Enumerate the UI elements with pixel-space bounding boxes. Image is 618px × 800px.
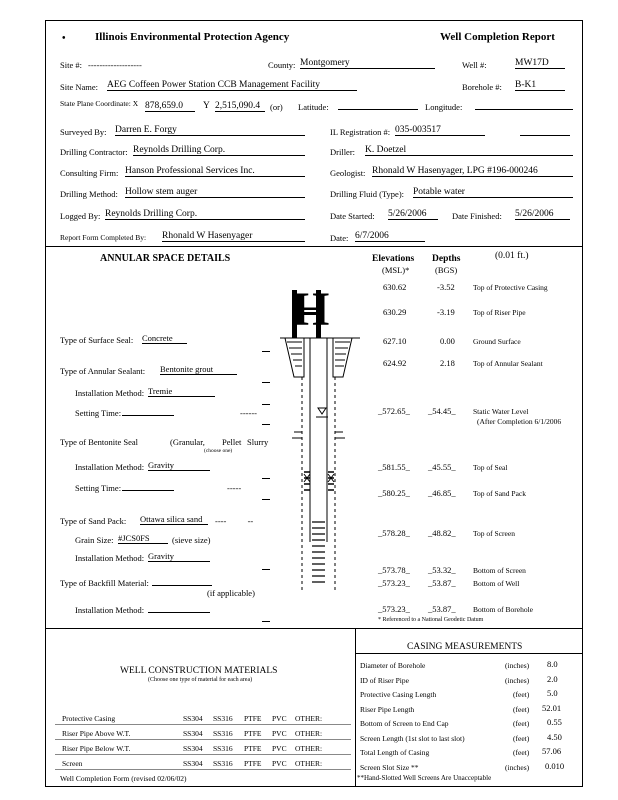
install-method-3-label: Installation Method: (75, 553, 145, 563)
longitude-field[interactable] (475, 100, 573, 110)
casing-row-5-unit: (feet) (513, 734, 530, 743)
casing-row-1-label: ID of Riser Pipe (360, 676, 409, 685)
elev-row-10: _573.23_ (378, 604, 410, 614)
install-method-3-tail (262, 560, 270, 570)
material-row-1-opt-0[interactable]: SS304 (183, 729, 203, 738)
driller-value[interactable]: K. Doetzel (365, 145, 573, 156)
material-row-2-opt-4[interactable]: OTHER: (295, 744, 323, 753)
il-reg-value[interactable]: 035-003517 (395, 125, 485, 136)
elevations-header: Elevations (372, 254, 415, 264)
elev-row-7: _578.28_ (378, 528, 410, 538)
geologist-label: Geologist: (330, 168, 366, 178)
depth-row-5: _45.55_ (428, 462, 456, 472)
drilling-fluid-value[interactable]: Potable water (413, 187, 573, 198)
county-value[interactable]: Montgomery (300, 58, 435, 69)
drilling-method-label: Drilling Method: (60, 189, 118, 199)
setting-time-2-value[interactable] (122, 481, 174, 491)
consulting-firm-value[interactable]: Hanson Professional Services Inc. (125, 166, 305, 177)
install-method-1-tail (262, 395, 270, 405)
annular-sealant-tail (262, 373, 270, 383)
elev-row-8: _573.78_ (378, 565, 410, 575)
setting-time-2-label: Setting Time: (75, 483, 122, 493)
borehole-label: Borehole #: (462, 82, 502, 92)
well-no-label: Well #: (462, 60, 487, 70)
install-method-1-value[interactable]: Tremie (148, 386, 215, 397)
depth-row-1: -3.19 (437, 307, 455, 317)
date-finished-label: Date Finished: (452, 211, 502, 221)
material-row-2-opt-0[interactable]: SS304 (183, 744, 203, 753)
material-row-0-opt-2[interactable]: PTFE (244, 714, 262, 723)
consulting-firm-label: Consulting Firm: (60, 168, 119, 178)
elev-row-3: 624.92 (383, 358, 407, 368)
depth-row-3: 2.18 (440, 358, 455, 368)
install-method-2-label: Installation Method: (75, 462, 145, 472)
il-reg-extra[interactable] (520, 126, 570, 136)
label-row-10: Bottom of Borehole (473, 605, 533, 614)
casing-row-7-unit: (inches) (505, 763, 530, 772)
granular-option[interactable]: (Granular, (170, 437, 205, 447)
material-row-3-opt-1[interactable]: SS316 (213, 759, 233, 768)
annular-sealant-label: Type of Annular Sealant: (60, 366, 146, 376)
report-title: Well Completion Report (440, 31, 555, 43)
screen-section (312, 522, 325, 582)
datum-note: * Referenced to a National Geodetic Datum (378, 617, 484, 623)
material-row-1-opt-1[interactable]: SS316 (213, 729, 233, 738)
material-row-sep-0 (55, 724, 351, 725)
surface-seal-label: Type of Surface Seal: (60, 335, 134, 345)
install-method-2-value[interactable]: Gravity (148, 460, 210, 471)
material-row-sep-2 (55, 754, 351, 755)
material-row-3-opt-4[interactable]: OTHER: (295, 759, 323, 768)
casing-row-2-label: Protective Casing Length (360, 690, 437, 699)
material-row-2-opt-3[interactable]: PVC (272, 744, 287, 753)
depths-header: Depths (432, 254, 461, 264)
casing-row-3-label: Riser Pipe Length (360, 705, 415, 714)
grain-size-value[interactable]: #JCS0FS (118, 533, 168, 544)
site-name-value[interactable]: AEG Coffeen Power Station CCB Management Facility (107, 80, 357, 91)
material-row-0-opt-4[interactable]: OTHER: (295, 714, 323, 723)
header-divider (45, 246, 583, 247)
install-method-4-value[interactable] (148, 603, 210, 613)
install-method-4-tail (262, 612, 270, 622)
depth-row-8: _53.32_ (428, 565, 456, 575)
bentonite-label: Type of Bentonite Seal (60, 437, 139, 447)
x-value[interactable]: 878,659.0 (145, 101, 195, 112)
material-row-3-opt-2[interactable]: PTFE (244, 759, 262, 768)
depth-row-6: _46.85_ (428, 488, 456, 498)
label-row-1: Top of Riser Pipe (473, 308, 526, 317)
install-method-2-tail (262, 469, 270, 479)
agency-title: Illinois Environmental Protection Agency (95, 31, 290, 43)
site-no-label: Site #: (60, 60, 82, 70)
casing-row-0-value: 8.0 (547, 659, 558, 669)
date-started-value[interactable]: 5/26/2006 (388, 209, 438, 220)
materials-subtitle: (Choose one type of material for each area) (148, 677, 253, 683)
casing-row-0-label: Diameter of Borehole (360, 661, 426, 670)
depth-row-0: -3.52 (437, 282, 455, 292)
material-row-0-opt-0[interactable]: SS304 (183, 714, 203, 723)
annular-title: ANNULAR SPACE DETAILS (100, 253, 231, 264)
material-row-3-label: Screen (62, 759, 83, 768)
casing-note: **Hand-Slotted Well Screens Are Unacceptable (357, 774, 492, 782)
surface-seal-tail (262, 342, 270, 352)
setting-time-1-label: Setting Time: (75, 408, 122, 418)
material-row-0-opt-3[interactable]: PVC (272, 714, 287, 723)
longitude-label: Longitude: (425, 102, 463, 112)
casing-h-mark: H (292, 283, 330, 336)
label-row-4: Static Water Level (473, 407, 529, 416)
casing-row-4-unit: (feet) (513, 719, 530, 728)
drilling-contractor-label: Drilling Contractor: (60, 147, 128, 157)
label-row-5: Top of Seal (473, 463, 508, 472)
setting-time-1-dashes: ------ (240, 408, 257, 418)
elev-row-2: 627.10 (383, 336, 407, 346)
install-method-4-label: Installation Method: (75, 605, 145, 615)
casing-row-2-value: 5.0 (547, 688, 558, 698)
water-level-icon (318, 408, 326, 414)
backfill-label: Type of Backfill Material: (60, 578, 149, 588)
sand-pack-hatch (304, 472, 334, 490)
report-completed-label: Report Form Completed By: (60, 233, 147, 242)
surface-seal-value[interactable]: Concrete (142, 333, 187, 344)
vertical-divider (355, 628, 356, 787)
depth-row-9: _53.87_ (428, 578, 456, 588)
drilling-method-value[interactable]: Hollow stem auger (125, 187, 305, 198)
concrete-pad-right (333, 338, 352, 377)
material-row-sep-3 (55, 769, 351, 770)
label-row-9: Bottom of Well (473, 579, 520, 588)
material-row-1-opt-4[interactable]: OTHER: (295, 729, 323, 738)
logged-by-label: Logged By: (60, 211, 101, 221)
label-row-7: Top of Screen (473, 529, 515, 538)
install-method-3-value[interactable]: Gravity (148, 551, 210, 562)
offset-note: (0.01 ft.) (495, 251, 529, 261)
site-name-label: Site Name: (60, 82, 99, 92)
casing-row-7-value: 0.010 (545, 761, 565, 771)
label-row-6: Top of Sand Pack (473, 489, 527, 498)
y-value[interactable]: 2,515,090.4 (215, 101, 265, 112)
sand-pack-dashes: ---- -- (215, 516, 254, 526)
materials-title: WELL CONSTRUCTION MATERIALS (120, 666, 278, 676)
seal-marks (292, 432, 345, 438)
concrete-pad-left (285, 338, 304, 377)
depth-row-4: _54.45_ (428, 406, 456, 416)
material-row-1-opt-3[interactable]: PVC (272, 729, 287, 738)
casing-title-underline (356, 653, 583, 654)
grain-size-label: Grain Size: (75, 535, 114, 545)
sand-pack-label: Type of Sand Pack: (60, 516, 127, 526)
depth-row-2: 0.00 (440, 336, 455, 346)
sand-pack-value[interactable]: Ottawa silica sand (140, 514, 208, 525)
casing-row-6-label: Total Length of Casing (360, 748, 430, 757)
sieve-size-note: (sieve size) (172, 535, 211, 545)
latitude-label: Latitude: (298, 102, 329, 112)
label-row-3: Top of Annular Sealant (473, 359, 543, 368)
surveyed-by-label: Surveyed By: (60, 127, 107, 137)
slurry-option[interactable]: Slurry (247, 437, 269, 447)
casing-row-1-value: 2.0 (547, 674, 558, 684)
casing-row-5-value: 4.50 (547, 732, 562, 742)
date-label: Date: (330, 233, 349, 243)
latitude-field[interactable] (338, 100, 418, 110)
site-no-value[interactable]: ------------------- (88, 60, 142, 70)
date-started-label: Date Started: (330, 211, 375, 221)
casing-row-6-value: 57.06 (542, 746, 562, 756)
casing-row-5-label: Screen Length (1st slot to last slot) (360, 734, 465, 743)
middle-divider (45, 628, 583, 629)
county-label: County: (268, 60, 296, 70)
casing-row-4-value: 0.55 (547, 717, 562, 727)
bullet: • (62, 33, 66, 44)
material-row-2-opt-2[interactable]: PTFE (244, 744, 262, 753)
label-row-2: Ground Surface (473, 337, 521, 346)
casing-row-1-unit: (inches) (505, 676, 530, 685)
casing-row-2-unit: (feet) (513, 690, 530, 699)
material-row-3-opt-3[interactable]: PVC (272, 759, 287, 768)
choose-one-note: (choose one) (204, 448, 233, 454)
drilling-contractor-value[interactable]: Reynolds Drilling Corp. (133, 145, 305, 156)
setting-time-2-tail (262, 490, 270, 500)
label-row-0: Top of Protective Casing (473, 283, 548, 292)
elev-row-5: _581.55_ (378, 462, 410, 472)
depth-row-7: _48.82_ (428, 528, 456, 538)
report-completed-value[interactable]: Rhonald W Hasenyager (162, 231, 305, 242)
borehole-value[interactable]: B-K1 (515, 80, 565, 91)
driller-label: Driller: (330, 147, 356, 157)
annular-sealant-value[interactable]: Bentonite grout (160, 364, 237, 375)
elev-row-9: _573.23_ (378, 578, 410, 588)
setting-time-2-dashes: ----- (227, 483, 242, 493)
material-row-2-opt-1[interactable]: SS316 (213, 744, 233, 753)
casing-row-6-unit: (feet) (513, 748, 530, 757)
logged-by-value[interactable]: Reynolds Drilling Corp. (105, 209, 305, 220)
material-row-sep-1 (55, 739, 351, 740)
depths-unit: (BGS) (435, 265, 458, 275)
well-no-value[interactable]: MW17D (515, 58, 565, 69)
surveyed-by-value[interactable]: Darren E. Forgy (115, 125, 305, 136)
date-finished-value[interactable]: 5/26/2006 (515, 209, 570, 220)
elev-row-1: 630.29 (383, 307, 407, 317)
label-row-8: Bottom of Screen (473, 566, 526, 575)
date-value[interactable]: 6/7/2006 (355, 231, 425, 242)
pellet-option[interactable]: Pellet (222, 437, 242, 447)
form-footer: Well Completion Form (revised 02/06/02) (60, 774, 187, 783)
material-row-1-opt-2[interactable]: PTFE (244, 729, 262, 738)
elevations-unit: (MSL)* (382, 265, 410, 275)
material-row-0-opt-1[interactable]: SS316 (213, 714, 233, 723)
geologist-value[interactable]: Rhonald W Hasenyager, LPG #196-000246 (372, 166, 573, 177)
depth-row-10: _53.87_ (428, 604, 456, 614)
casing-row-7-label: Screen Slot Size ** (360, 763, 419, 772)
static-note: (After Completion 6/1/2006 (477, 417, 562, 426)
il-reg-label: IL Registration #: (330, 127, 391, 137)
setting-time-1-tail (262, 415, 270, 425)
casing-row-4-label: Bottom of Screen to End Cap (360, 719, 449, 728)
backfill-value[interactable] (152, 576, 212, 586)
casing-row-3-value: 52.01 (542, 703, 562, 713)
material-row-1-label: Riser Pipe Above W.T. (62, 729, 131, 738)
drilling-fluid-label: Drilling Fluid (Type): (330, 189, 405, 199)
casing-title: CASING MEASUREMENTS (407, 642, 523, 652)
material-row-2-label: Riser Pipe Below W.T. (62, 744, 131, 753)
material-row-0-label: Protective Casing (62, 714, 116, 723)
casing-row-3-unit: (feet) (513, 705, 530, 714)
or-label: (or) (270, 102, 283, 112)
elev-row-4: _572.65_ (378, 406, 410, 416)
install-method-1-label: Installation Method: (75, 388, 145, 398)
casing-row-0-unit: (inches) (505, 661, 530, 670)
setting-time-1-value[interactable] (122, 406, 174, 416)
y-label: Y (203, 101, 210, 111)
elev-row-0: 630.62 (383, 282, 407, 292)
elev-row-6: _580.25_ (378, 488, 410, 498)
if-applicable-note: (if applicable) (207, 588, 255, 598)
state-plane-label: State Plane Coordinate: X (60, 99, 139, 108)
material-row-3-opt-0[interactable]: SS304 (183, 759, 203, 768)
